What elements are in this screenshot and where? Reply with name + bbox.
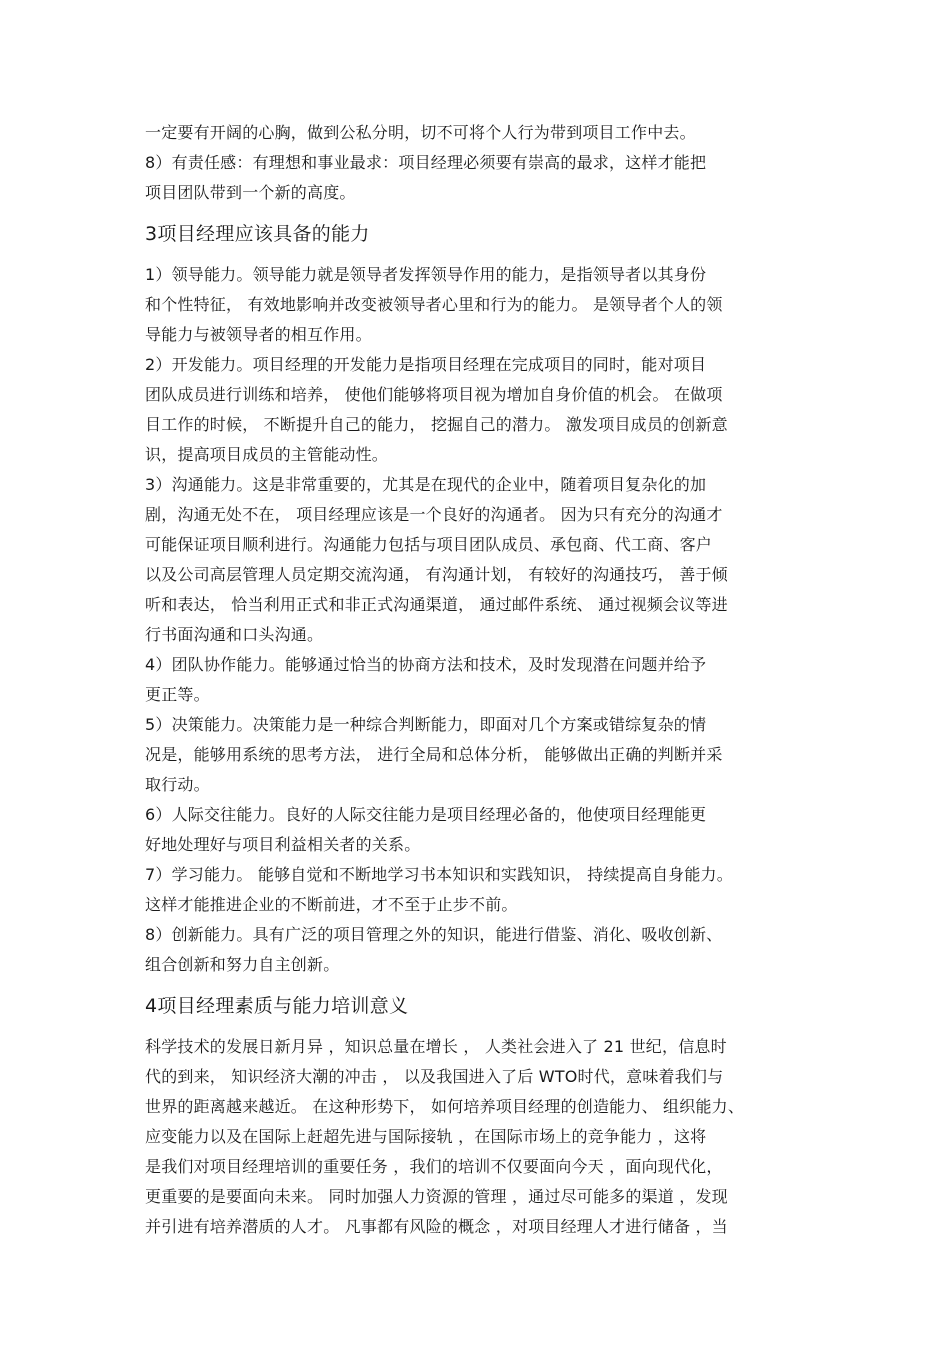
text-line: 识，提高项目成员的主管能动性。 xyxy=(145,445,389,464)
text-line: 7）学习能力。 能够自觉和不断地学习书本知识和实践知识， 持续提高自身能力。 xyxy=(145,865,733,884)
text-line: 并引进有培养潜质的人才。 凡事都有风险的概念 ，对项目经理人才进行储备 ，当 xyxy=(145,1217,728,1236)
text-line: 1）领导能力。领导能力就是领导者发挥领导作用的能力，是指领导者以其身份 xyxy=(145,265,707,284)
text-line: 应变能力以及在国际上赶超先进与国际接轨 ，在国际市场上的竞争能力 ，这将 xyxy=(145,1127,707,1146)
text-line: 更正等。 xyxy=(145,685,210,704)
text-line: 项目团队带到一个新的高度。 xyxy=(145,183,356,202)
text-line: 一定要有开阔的心胸，做到公私分明，切不可将个人行为带到项目工作中去。 xyxy=(145,123,696,142)
section-3-heading: 3项目经理应该具备的能力 xyxy=(145,223,370,245)
text-line: 是我们对项目经理培训的重要任务 ，我们的培训不仅要面向今天 ，面向现代化， xyxy=(145,1157,723,1176)
text-line: 听和表达， 恰当利用正式和非正式沟通渠道， 通过邮件系统、 通过视频会议等进 xyxy=(145,595,728,614)
text-line: 5）决策能力。决策能力是一种综合判断能力，即面对几个方案或错综复杂的情 xyxy=(145,715,707,734)
section-4-heading: 4项目经理素质与能力培训意义 xyxy=(145,995,409,1017)
intro-paragraph xyxy=(145,118,815,208)
text-line: 这样才能推进企业的不断前进，才不至于止步不前。 xyxy=(145,895,518,914)
text-line: 导能力与被领导者的相互作用。 xyxy=(145,325,372,344)
text-line: 6）人际交往能力。良好的人际交往能力是项目经理必备的，他使项目经理能更 xyxy=(145,805,707,824)
text-line: 2）开发能力。项目经理的开发能力是指项目经理在完成项目的同时，能对项目 xyxy=(145,355,707,374)
text-line: 况是，能够用系统的思考方法， 进行全局和总体分析， 能够做出正确的判断并采 xyxy=(145,745,723,764)
text-line: 3）沟通能力。这是非常重要的，尤其是在现代的企业中，随着项目复杂化的加 xyxy=(145,475,707,494)
text-line: 4）团队协作能力。能够通过恰当的协商方法和技术，及时发现潜在问题并给予 xyxy=(145,655,707,674)
text-line: 行书面沟通和口头沟通。 xyxy=(145,625,324,644)
section-3-body xyxy=(145,260,815,980)
text-line: 世界的距离越来越近。 在这种形势下， 如何培养项目经理的创造能力、 组织能力、 xyxy=(145,1097,745,1116)
text-line: 和个性特征， 有效地影响并改变被领导者心里和行为的能力。 是领导者个人的领 xyxy=(145,295,723,314)
text-line: 目工作的时候， 不断提升自己的能力， 挖掘自己的潜力。 激发项目成员的创新意 xyxy=(145,415,728,434)
text-line: 8）创新能力。具有广泛的项目管理之外的知识，能进行借鉴、消化、吸收创新、 xyxy=(145,925,723,944)
document-page xyxy=(145,118,815,1242)
text-line: 科学技术的发展日新月异 ，知识总量在增长 ， 人类社会进入了 21 世纪，信息时 xyxy=(145,1037,727,1056)
text-line: 剧，沟通无处不在， 项目经理应该是一个良好的沟通者。 因为只有充分的沟通才 xyxy=(145,505,723,524)
section-4-body xyxy=(145,1032,815,1242)
text-line: 可能保证项目顺利进行。沟通能力包括与项目团队成员、承包商、代工商、客户 xyxy=(145,535,713,554)
text-line: 代的到来， 知识经济大潮的冲击 ， 以及我国进入了后 WTO时代，意味着我们与 xyxy=(145,1067,724,1086)
text-line: 团队成员进行训练和培养， 使他们能够将项目视为增加自身价值的机会。 在做项 xyxy=(145,385,723,404)
text-line: 好地处理好与项目利益相关者的关系。 xyxy=(145,835,421,854)
text-line: 更重要的是要面向未来。 同时加强人力资源的管理 ，通过尽可能多的渠道 ，发现 xyxy=(145,1187,728,1206)
text-line: 组合创新和努力自主创新。 xyxy=(145,955,340,974)
text-line: 8）有责任感：有理想和事业最求：项目经理必须要有崇高的最求，这样才能把 xyxy=(145,153,707,172)
text-line: 以及公司高层管理人员定期交流沟通， 有沟通计划， 有较好的沟通技巧， 善于倾 xyxy=(145,565,728,584)
text-line: 取行动。 xyxy=(145,775,210,794)
